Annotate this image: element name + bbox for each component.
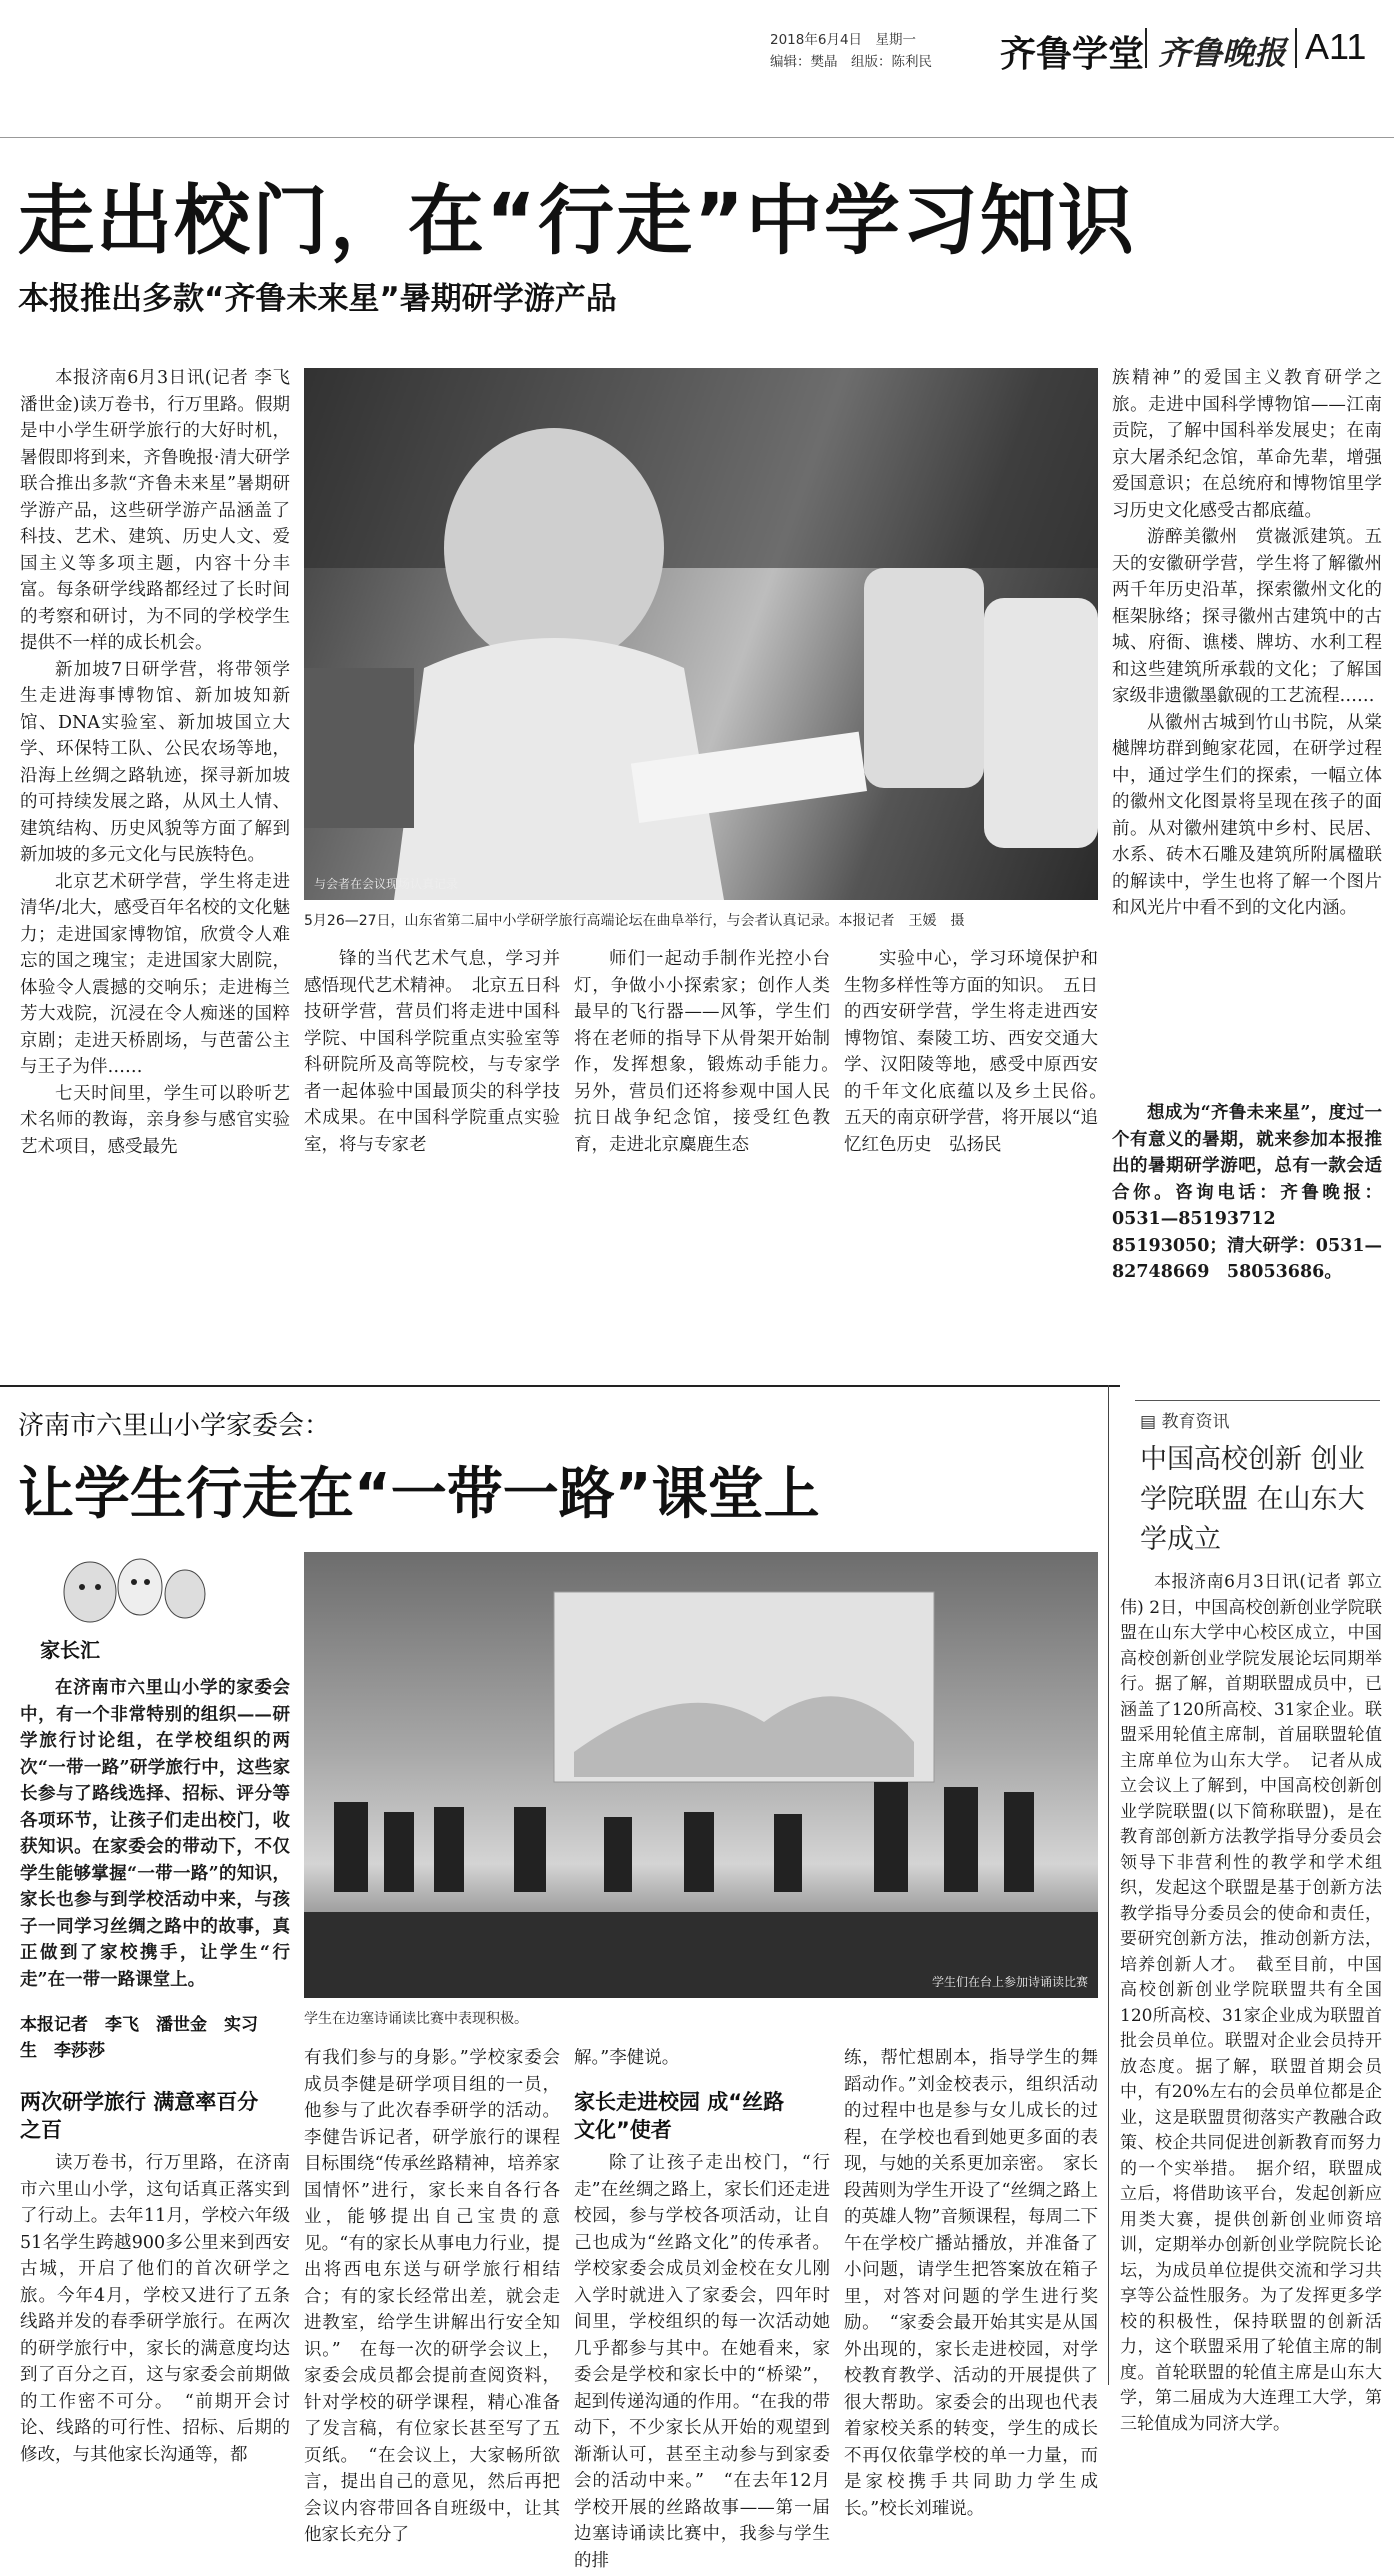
brief-headline: 中国高校创新 创业学院联盟 在山东大学成立 — [1140, 1444, 1365, 1555]
headline-1: 走出校门，在“行走”中学习知识 — [18, 176, 1136, 265]
article2-para: 解。”李健说。 — [574, 2048, 680, 2068]
article1-para: 新加坡7日研学营，将带领学生走进海事博物馆、新加坡知新馆、DNA实验室、新加坡国立大学、环保特工队、公民农场等地，沿海上丝绸之路轨迹，探寻新加坡的可持续发展之路，从风土人情、建筑结构、历史风貌等方面了解到新加坡的多元文化与民族特色。 — [20, 659, 290, 865]
newspaper-icon: ▤ — [1140, 1412, 1157, 1432]
brief-body — [1120, 1570, 1382, 2434]
brief-tag-label: 教育资讯 — [1161, 1412, 1230, 1432]
masthead-divider-2 — [1295, 28, 1297, 68]
brief-rule — [1135, 1400, 1380, 1401]
article1-para: 族精神”的爱国主义教育研学之旅。走进中国科学博物馆——江南贡院，了解中国科举发展史；在南京大屠杀纪念馆，革命先辈，增强爱国意识；在总统府和博物馆里学习历史文化感受古都底蕴。 — [1112, 368, 1382, 521]
article1-para: 师们一起动手制作光控小台灯，争做小小探索家；创作人类最早的飞行器——风筝，学生们将在老师的指导下从骨架开始制作，发挥想象，锻炼动手能力。 另外，营员们还将参观中国人民抗日战争纪念馆，接受红色教育，走进北京麋鹿生态 — [574, 949, 848, 1155]
forum-photo — [304, 368, 1098, 900]
article2-para: 有我们参与的身影。”学校家委会成员李健是研学项目组的一员，他参与了此次春季研学的活动。李健告诉记者，研学旅行的课程目标围绕“传承丝路精神，培养家国情怀”进行，家长来自各行各业，能够提出自己宝贵的意见。“有的家长从事电力行业，提出将西电东送与研学旅行相结合；有的家长经常出差，就会走进教室，给学生讲解出行安全知识。” 在每一次的研学会议上，家委会成员都会提前查阅资料，针对学校的研学课程，精心准备了发言稿，有位家长甚至写了五页纸。 “在会议上，大家畅所欲言，提出自己的意见，然后再把会议内容带回各自班级中，让其他家长充分了 — [304, 2048, 560, 2545]
article1-col1 — [20, 365, 290, 1375]
article2-col4 — [844, 2045, 1098, 2519]
article2-byline: 本报记者 李飞 潘世金 实习生 李莎莎 — [20, 2015, 258, 2061]
paper-logo: 齐鲁晚报 — [1158, 34, 1287, 72]
article1-para: 北京艺术研学营，学生将走进清华/北大，感受百年名校的文化魅力；走进国家博物馆，欣赏令人难忘的国之瑰宝；走进国家大剧院，体验令人震撼的交响乐；走进梅兰芳大戏院，沉浸在令人痴迷的国粹京剧；走进天桥剧场，与芭蕾公主与王子为伴…… — [20, 871, 290, 1077]
school-photo-alt-text: 学生们在台上参加诗诵读比赛 — [931, 1975, 1088, 1989]
article2-para: 练，帮忙想剧本，指导学生的舞蹈动作。”刘金校表示，组织活动的过程中也是参与女儿成长的过程，在学校也看到她更多面的表现，与她的关系更加亲密。 家长段茜则为学生开设了“丝绸之路上的英雄人物”音频课程，每周二下午在学校广播站播放，并准备了小问题，请学生把答案放在箱子里，对答对问题的学生进行奖励。 “家委会最开始其实是从国外出现的，家长走进校园，对学校教育教学、活动的开展提供了很大帮助。家委会的出现也代表着家校关系的转变，学生的成长不再仅依靠学校的单一力量，而是家校携手共同助力学生成长。”校长刘璀说。 — [844, 2048, 1098, 2519]
forum-photo-illustration — [304, 368, 1098, 900]
article1-para: 本报济南6月3日讯(记者 李飞 潘世金)读万卷书，行万里路。假期是中小学生研学旅行的大好时机，暑假即将到来，齐鲁晚报·清大研学联合推出多款“齐鲁未来星”暑期研学游产品，这些研学游产品涵盖了科技、艺术、建筑、历史人文、爱国主义等多项主题，内容十分丰富。每条研学线路都经过了长时间的考察和研讨，为不同的学校学生提供不一样的成长机会。 — [20, 368, 290, 653]
kicker-2: 济南市六里山小学家委会： — [18, 1411, 331, 1441]
article1-col4 — [844, 946, 1116, 1366]
masthead — [0, 0, 1394, 80]
promo-box — [1112, 1100, 1382, 1320]
masthead-rule — [0, 137, 1394, 138]
article1-para: 实验中心，学习环境保护和生物多样性等方面的知识。 五日的西安研学营，学生将走进西安博物馆、秦陵工坊、西安交通大学、汉阳陵等地，感受中原西安的千年文化底蕴以及乡土民俗。 五天的南京研学营，将开展以“追忆红色历史 弘扬民 — [844, 949, 1116, 1155]
column-logo — [20, 1552, 290, 1672]
school-photo-illustration — [304, 1552, 1098, 1998]
headline-2: 让学生行走在“一带一路”课堂上 — [18, 1462, 820, 1527]
article1-para: 从徽州古城到竹山书院，从棠樾牌坊群到鲍家花园，在研学过程中，通过学生们的探索，一幅立体的徽州文化图景将呈现在孩子的面前。从对徽州建筑中乡村、民居、水系、砖木石雕及建筑所附属楹联的解读中，学生也将了解一个图片和风光片中看不到的文化内涵。 — [1112, 712, 1382, 918]
article2-para: 除了让孩子走出校门，“行走”在丝绸之路上，家长们还走进校园，参与学校各项活动，让自己也成为“丝路文化”的传承者。学校家委会成员刘金校在女儿刚入学时就进入了家委会，四年时间里，学校组织的每一次活动她几乎都参与其中。在她看来，家委会是学校和家长中的“桥梁”，起到传递沟通的作用。“在我的带动下，不少家长从开始的观望到渐渐认可，甚至主动参与到家委会的活动中来。” “在去年12月学校开展的丝路故事——第一届边塞诗诵读比赛中，我参与学生的排 — [574, 2153, 830, 2571]
promo-text: 想成为“齐鲁未来星”，度过一个有意义的暑期，就来参加本报推出的暑期研学游吧，总有一款会适合你。咨询电话：齐鲁晚报：0531—85193712 85193050；清大研学：0531—82748669 58053686。 — [1112, 1103, 1382, 1282]
masthead-editors: 编辑：樊晶 组版：陈利民 — [770, 54, 932, 70]
article1-para: 七天时间里，学生可以聆听艺术名师的教诲，亲身参与感官实验艺术项目，感受最先 — [20, 1083, 290, 1157]
article2-lead — [20, 1675, 290, 2005]
brief-divider — [1108, 1385, 1109, 2385]
section-title: 齐鲁学堂 — [1000, 34, 1145, 75]
article2-para: 读万卷书，行万里路，在济南市六里山小学，这句话真正落实到了行动上。去年11月，学校六年级51名学生跨越900多公里来到西安古城，开启了他们的首次研学之旅。今年4月，学校又进行了五条线路并发的春季研学旅行。在两次的研学旅行中，家长的满意度均达到了百分之百，这与家委会前期做的工作密不可分。 “前期开会讨论、线路的可行性、招标、后期的修改，与其他家长沟通等，都 — [20, 2153, 290, 2465]
article2-col3 — [574, 2150, 830, 2571]
article2-col3-top — [574, 2045, 830, 2075]
forum-photo-caption: 5月26—27日，山东省第二届中小学研学旅行高端论坛在曲阜举行，与会者认真记录。本报记者 王媛 摄 — [304, 913, 965, 929]
subhead-2: 家长走进校园 成“丝路文化”使者 — [574, 2090, 785, 2142]
masthead-date: 2018年6月4日 星期一 — [770, 32, 917, 48]
fingers-icon — [20, 1552, 290, 1632]
photo-alt-text: 与会者在会议现场认真记录 — [314, 877, 459, 891]
subhead-1: 两次研学旅行 满意率百分之百 — [20, 2090, 259, 2142]
page-number: A11 — [1305, 26, 1367, 67]
article1-col5 — [1112, 365, 1382, 1085]
school-photo — [304, 1552, 1098, 1998]
article1-para: 锋的当代艺术气息，学习并感悟现代艺术精神。 北京五日科技研学营，营员们将走进中国科学院、中国科学院重点实验室等科研院所及高等院校，与专家学者一起体验中国最顶尖的科学技术成果。在中国科学院重点实验室，将与专家老 — [304, 949, 560, 1155]
column-logo-label: 家长汇 — [40, 1638, 100, 1662]
subheadline-1: 本报推出多款“齐鲁未来星”暑期研学游产品 — [18, 281, 617, 317]
article1-para: 游醉美徽州 赏嶶派建筑。五天的安徽研学营，学生将了解徽州两千年历史沿革，探索徽州文化的框架脉络；探寻徽州古建筑中的古城、府衙、谯楼、牌坊、水利工程和这些建筑所承载的文化；了解国家级非遗徽墨歙砚的工艺流程…… — [1112, 527, 1382, 706]
article1-col2 — [304, 946, 560, 1366]
brief-para: 本报济南6月3日讯(记者 郭立伟) 2日，中国高校创新创业学院联盟在山东大学中心校区成立，中国高校创新创业学院发展论坛同期举行。据了解，首期联盟成员中，已涵盖了120所高校、31家企业。联盟采用轮值主席制，首届联盟轮值主席单位为山东大学。 记者从成立会议上了解到，中国高校创新创业学院联盟(以下简称联盟)，是在教育部创新方法教学指导分委员会领导下非营利性的教学和学术组织，发起这个联盟是基于创新方法教学指导分委员会的使命和责任，要研究创新方法，推动创新方法，培养创新人才。 截至目前，中国高校创新创业学院联盟共有全国120所高校、31家企业成为联盟首批会员单位。联盟对企业会员持开放态度。据了解，联盟首期会员中，有20%左右的会员单位都是企业，这是联盟贯彻落实产教融合政策、校企共同促进创新教育而努力的一个实举措。 据介绍，联盟成立后，将借助该平台，发起创新应用类大赛，提供创新创业师资培训，定期举办创新创业学院院长论坛，为成员单位提供交流和学习共享等公益性服务。为了发挥更多学校的积极性，保持联盟的创新活力，这个联盟采用了轮值主席的制度。首轮联盟的轮值主席是山东大学，第二届成为大连理工大学，第三轮值成为同济大学。 — [1120, 1572, 1382, 2434]
article2-col2 — [304, 2045, 560, 2545]
article1-col3 — [574, 946, 848, 1366]
brief-tag — [1140, 1407, 1229, 1432]
section-rule — [0, 1385, 1120, 1387]
article2-col1 — [20, 2150, 290, 2465]
masthead-divider — [1145, 28, 1147, 68]
article2-lead-text: 在济南市六里山小学的家委会中，有一个非常特别的组织——研学旅行讨论组，在学校组织的两次“一带一路”研学旅行中，这些家长参与了路线选择、招标、评分等各项环节，让孩子们走出校门，收获知识。在家委会的带动下，不仅学生能够掌握“一带一路”的知识，家长也参与到学校活动中来，与孩子一同学习丝绸之路中的故事，真正做到了家校携手，让学生“行走”在一带一路课堂上。 — [20, 1678, 290, 1990]
school-photo-caption: 学生在边塞诗诵读比赛中表现积极。 — [304, 2011, 528, 2027]
